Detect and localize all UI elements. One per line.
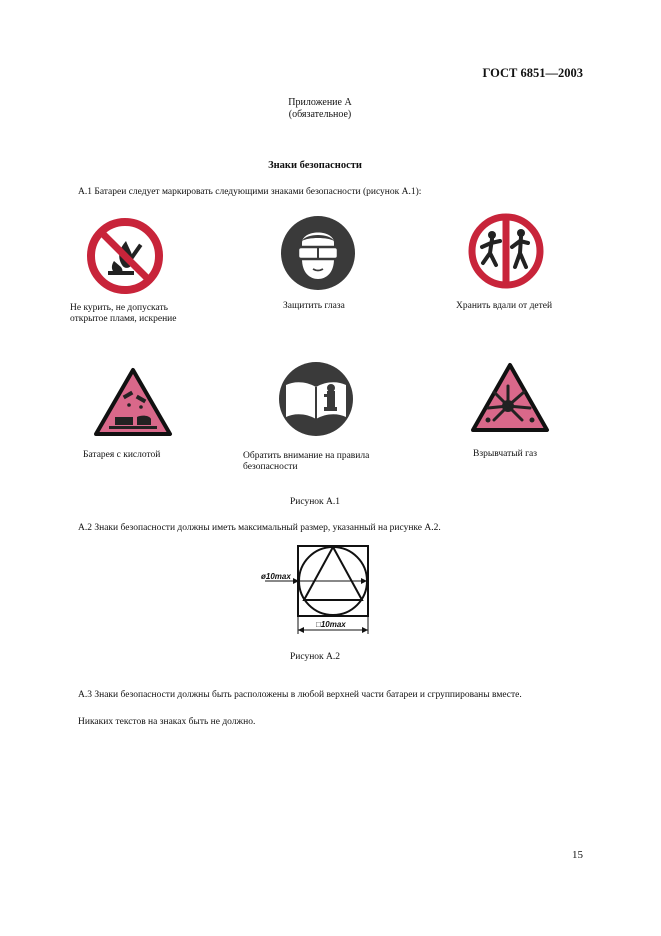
paragraph-a1: А.1 Батареи следует маркировать следующими знаками безопасности (рисунок А.1):	[78, 187, 422, 197]
paragraph-a3: А.3 Знаки безопасности должны быть расположены в любой верхней части батареи и сгруппированы вместе.	[78, 690, 522, 700]
page-number: 15	[572, 849, 583, 861]
eye-protection-icon	[280, 215, 356, 291]
appendix-heading	[250, 97, 390, 121]
sign-caption-explosive-gas: Взрывчатый газ	[473, 449, 537, 459]
section-title: Знаки безопасности	[268, 160, 362, 171]
dimension-width-label: □10max	[316, 620, 346, 629]
appendix-subtitle: (обязательное)	[288, 109, 352, 120]
read-instructions-icon	[278, 361, 354, 437]
sign-caption-acid: Батарея с кислотой	[83, 450, 161, 460]
paragraph-a3-note: Никаких текстов на знаках быть не должно.	[78, 717, 256, 727]
paragraph-a2: А.2 Знаки безопасности должны иметь максимальный размер, указанный на рисунке А.2.	[78, 523, 441, 533]
dimension-diameter-label: ø10max	[261, 572, 291, 581]
explosive-gas-icon	[470, 362, 550, 434]
acid-warning-icon	[93, 367, 173, 437]
appendix-title: Приложение А	[288, 97, 352, 108]
sign-caption-read-instructions: Обратить внимание на правила безопасности	[243, 451, 370, 472]
keep-away-children-icon	[468, 213, 544, 289]
sign-caption-no-fire: Не курить, не допускать открытое пламя, искрение	[70, 303, 177, 324]
sign-caption-eye-protection: Защитить глаза	[283, 301, 345, 311]
standard-number: ГОСТ 6851—2003	[482, 66, 583, 80]
sign-caption-keep-away-children: Хранить вдали от детей	[456, 301, 553, 311]
no-fire-icon	[86, 217, 164, 295]
figure-a2-caption: Рисунок А.2	[289, 652, 341, 662]
figure-a1-caption: Рисунок А.1	[289, 497, 341, 507]
